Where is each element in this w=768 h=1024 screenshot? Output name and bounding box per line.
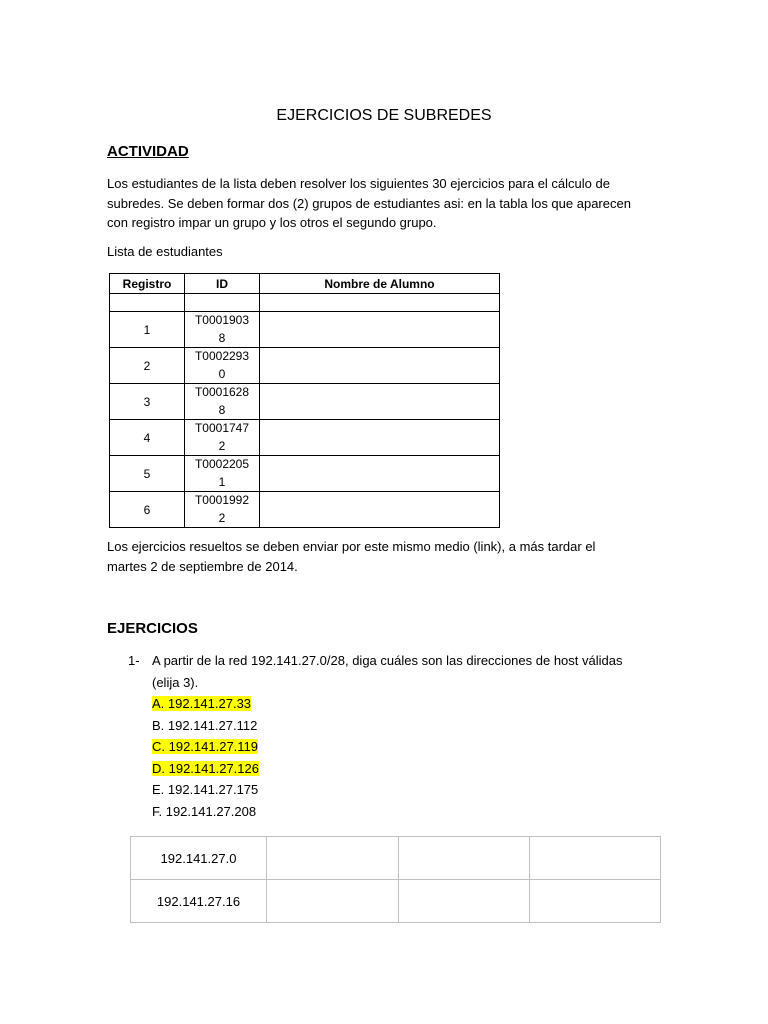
empty-cell: [110, 294, 185, 312]
id-cell: [185, 312, 260, 348]
id-cell: [185, 492, 260, 528]
option-d: [152, 758, 672, 780]
empty-cell: [530, 880, 661, 923]
registro-cell: 2: [110, 348, 185, 384]
student-list-label: Lista de estudiantes: [107, 244, 223, 259]
id-cell-bottom: 2: [218, 510, 226, 525]
nombre-cell: [260, 384, 500, 420]
id-cell: [185, 420, 260, 456]
table-row-empty: [110, 294, 500, 312]
nombre-cell: [260, 348, 500, 384]
nombre-cell: [260, 492, 500, 528]
option-label: F. 192.141.27.208: [152, 803, 257, 819]
option-e: [152, 779, 672, 801]
activity-paragraph-line: con registro impar un grupo y los otros el segundo grupo.: [107, 215, 437, 230]
page-title: EJERCICIOS DE SUBREDES: [276, 107, 492, 124]
option-label: B. 192.141.27.112: [152, 717, 258, 733]
empty-cell: [399, 880, 530, 923]
question-text-line: A partir de la red 192.141.27.0/28, diga cuáles son las direcciones de host válidas: [152, 653, 623, 668]
table-row: [131, 880, 661, 923]
id-cell-bottom: 2: [218, 438, 226, 453]
id-cell: [185, 456, 260, 492]
empty-cell: [260, 294, 500, 312]
id-cell-top: T0002205: [194, 457, 250, 471]
id-cell-top: T0001903: [194, 313, 250, 327]
nombre-cell: [260, 456, 500, 492]
option-label: C. 192.141.27.119: [152, 739, 259, 754]
option-c: [152, 736, 672, 758]
empty-cell: [399, 837, 530, 880]
nombre-cell: [260, 420, 500, 456]
deadline-line: Los ejercicios resueltos se deben enviar por este mismo medio (link), a más tardar el: [107, 539, 596, 554]
id-cell-bottom: 1: [218, 474, 226, 489]
table-row: [110, 420, 500, 456]
option-a: [152, 693, 672, 715]
activity-paragraph: [107, 174, 662, 233]
registro-cell: 5: [110, 456, 185, 492]
activity-paragraph-line: subredes. Se deben formar dos (2) grupos de estudiantes asi: en la tabla los que aparecen: [107, 195, 631, 211]
id-cell-top: T0001992: [194, 493, 250, 507]
students-table-header: [110, 274, 500, 294]
exercises-heading: EJERCICIOS: [107, 620, 198, 637]
option-f: [152, 801, 672, 823]
address-cell: 192.141.27.16: [131, 880, 267, 923]
option-b: [152, 715, 672, 737]
question-body: [152, 650, 672, 822]
empty-cell: [530, 837, 661, 880]
table-row: [110, 312, 500, 348]
option-label: D. 192.141.27.126: [152, 760, 259, 776]
id-cell-bottom: 8: [218, 330, 226, 345]
table-row: [110, 348, 500, 384]
option-label: A. 192.141.27.33: [152, 696, 252, 711]
address-table: [130, 836, 661, 923]
id-cell-top: T0002293: [194, 349, 250, 363]
header-nombre: Nombre de Alumno: [260, 274, 500, 294]
registro-cell: 4: [110, 420, 185, 456]
id-cell: [185, 384, 260, 420]
id-cell-top: T0001747: [194, 421, 250, 435]
table-row: [110, 492, 500, 528]
table-row: [131, 837, 661, 880]
question-text-line: (elija 3).: [152, 674, 199, 690]
activity-paragraph-line: Los estudiantes de la lista deben resolver los siguientes 30 ejercicios para el cálculo de: [107, 176, 610, 191]
registro-cell: 6: [110, 492, 185, 528]
students-table: [109, 273, 500, 528]
id-cell-bottom: 0: [218, 366, 226, 381]
question-number: 1-: [128, 653, 140, 668]
id-cell-bottom: 8: [218, 402, 226, 417]
table-row: [110, 456, 500, 492]
empty-cell: [267, 837, 399, 880]
header-id: ID: [185, 274, 260, 294]
activity-heading: ACTIVIDAD: [107, 143, 189, 160]
empty-cell: [185, 294, 260, 312]
deadline-line: martes 2 de septiembre de 2014.: [107, 558, 298, 574]
empty-cell: [267, 880, 399, 923]
deadline-paragraph: [107, 537, 662, 576]
address-cell: 192.141.27.0: [131, 837, 267, 880]
table-row: [110, 384, 500, 420]
nombre-cell: [260, 312, 500, 348]
id-cell: [185, 348, 260, 384]
registro-cell: 3: [110, 384, 185, 420]
option-label: E. 192.141.27.175: [152, 782, 259, 797]
header-registro: Registro: [110, 274, 185, 294]
id-cell-top: T0001628: [194, 385, 250, 399]
registro-cell: 1: [110, 312, 185, 348]
